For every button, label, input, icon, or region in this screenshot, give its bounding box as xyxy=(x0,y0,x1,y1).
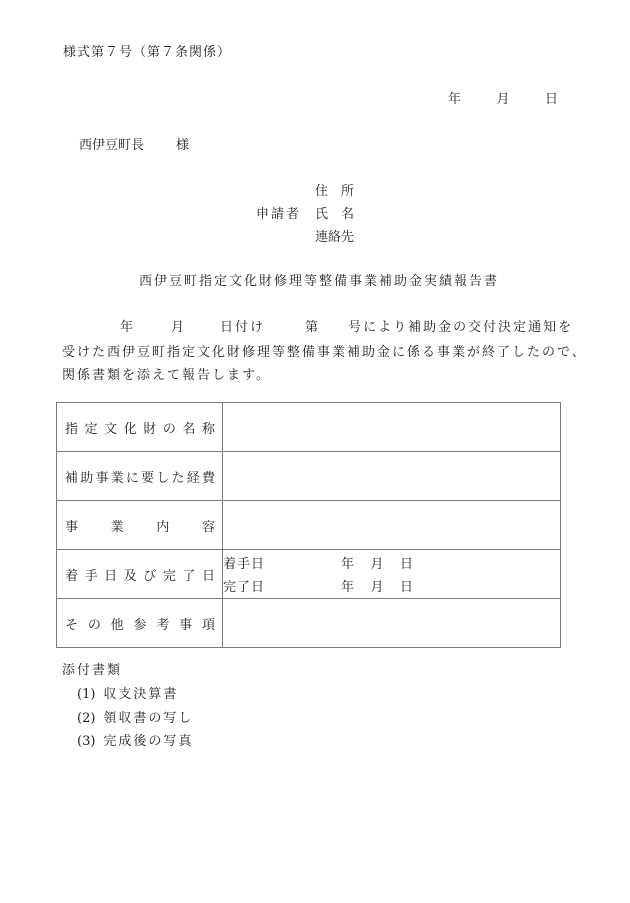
body-dated: 日付け xyxy=(220,320,266,335)
addressee-name: 西伊豆町長 xyxy=(79,138,145,153)
attachment-item xyxy=(77,683,178,702)
row-label-char: 了 xyxy=(182,568,196,584)
applicant-contact-label: 連絡先 xyxy=(315,230,355,245)
start-year: 年 xyxy=(341,557,355,572)
start-month: 月 xyxy=(370,557,384,572)
report-table xyxy=(56,402,561,648)
date-day-label: 日 xyxy=(544,92,558,107)
completion-year: 年 xyxy=(341,580,355,595)
body-number-prefix: 第 xyxy=(305,320,321,335)
completion-month: 月 xyxy=(370,580,384,595)
row-label-char: 指 xyxy=(65,421,79,437)
table-row xyxy=(57,403,561,452)
other-notes-field[interactable] xyxy=(223,599,561,648)
attachment-text: 収支決算書 xyxy=(103,687,179,702)
row-label-char: 日 xyxy=(201,568,215,584)
addressee xyxy=(79,134,189,153)
row-label-char: 及 xyxy=(123,568,137,584)
row-label-char: の xyxy=(87,617,101,633)
row-label-cultural-property-name xyxy=(57,403,223,452)
completion-date-label: 完了日 xyxy=(223,580,266,595)
start-date-label: 着手日 xyxy=(223,557,266,572)
row-label-char: 参 xyxy=(133,617,147,633)
dates-field[interactable] xyxy=(223,550,561,599)
table-row xyxy=(57,550,561,599)
cultural-property-name-field[interactable] xyxy=(223,403,561,452)
row-label-char: 完 xyxy=(162,568,176,584)
document-title: 西伊豆町指定文化財修理等整備事業補助金実績報告書 xyxy=(138,274,499,289)
row-label-char: 補 xyxy=(65,470,79,486)
row-label-char: 名 xyxy=(182,421,196,437)
row-label-char: 着 xyxy=(65,568,79,584)
project-content-field[interactable] xyxy=(223,501,561,550)
attachment-item xyxy=(77,730,193,749)
body-month: 月 xyxy=(171,320,187,335)
table-row xyxy=(57,501,561,550)
row-label-char: び xyxy=(143,568,157,584)
attachment-text: 領収書の写し xyxy=(103,711,194,726)
attachment-item xyxy=(77,707,193,726)
row-label-char: 業 xyxy=(110,470,124,486)
row-label-project-cost xyxy=(57,452,223,501)
attachment-number: (1) xyxy=(77,687,96,702)
row-label-start-completion-dates xyxy=(57,550,223,599)
row-label-char: 事 xyxy=(179,617,193,633)
row-label-other-notes xyxy=(57,599,223,648)
row-label-char: 項 xyxy=(201,617,215,633)
start-date-row xyxy=(223,551,560,574)
row-label-char: 事 xyxy=(95,470,109,486)
attachment-number: (2) xyxy=(77,711,96,726)
row-label-char: そ xyxy=(65,617,79,633)
row-label-char: 定 xyxy=(84,421,98,437)
row-label-char: 経 xyxy=(186,470,200,486)
form-number: 様式第７号（第７条関係） xyxy=(63,45,232,60)
row-label-char: 事 xyxy=(65,519,79,535)
table-row xyxy=(57,452,561,501)
row-label-char: の xyxy=(162,421,176,437)
row-label-char: た xyxy=(171,470,185,486)
row-label-char: 日 xyxy=(104,568,118,584)
row-label-char: 要 xyxy=(141,470,155,486)
row-label-char: 化 xyxy=(123,421,137,437)
body-line-1 xyxy=(62,316,573,335)
row-label-project-content xyxy=(57,501,223,550)
row-label-char: 業 xyxy=(110,519,124,535)
attachment-text: 完成後の写真 xyxy=(103,734,194,749)
row-label-char: 財 xyxy=(143,421,157,437)
completion-day: 日 xyxy=(399,580,413,595)
body-line-3: 関係書類を添えて報告します。 xyxy=(62,368,271,383)
body-line-2: 受けた西伊豆町指定文化財修理等整備事業補助金に係る事業が終了したので、 xyxy=(62,345,587,360)
completion-date-row xyxy=(223,574,560,597)
applicant-address-label: 住 所 xyxy=(315,184,355,199)
applicant-name-label: 氏 名 xyxy=(315,207,355,222)
attachments-title: 添付書類 xyxy=(62,663,123,678)
row-label-char: 費 xyxy=(201,470,215,486)
row-label-char: 助 xyxy=(80,470,94,486)
body-year: 年 xyxy=(120,320,136,335)
row-label-char: 内 xyxy=(156,519,170,535)
row-label-char: 考 xyxy=(156,617,170,633)
body-line-1-rest: 号により補助金の交付決定通知を xyxy=(348,320,574,335)
applicant-label: 申請者 xyxy=(256,207,302,222)
date-month-label: 月 xyxy=(496,92,510,107)
addressee-honorific: 様 xyxy=(176,138,190,153)
date-year-label: 年 xyxy=(448,92,462,107)
row-label-char: 称 xyxy=(201,421,215,437)
submission-date xyxy=(448,88,558,107)
project-cost-field[interactable] xyxy=(223,452,561,501)
attachment-number: (3) xyxy=(77,734,96,749)
table-row xyxy=(57,599,561,648)
row-label-char: 他 xyxy=(110,617,124,633)
start-day: 日 xyxy=(399,557,413,572)
row-label-char: 文 xyxy=(104,421,118,437)
row-label-char: 手 xyxy=(84,568,98,584)
row-label-char: し xyxy=(156,470,170,486)
row-label-char: 容 xyxy=(201,519,215,535)
row-label-char: に xyxy=(125,470,139,486)
